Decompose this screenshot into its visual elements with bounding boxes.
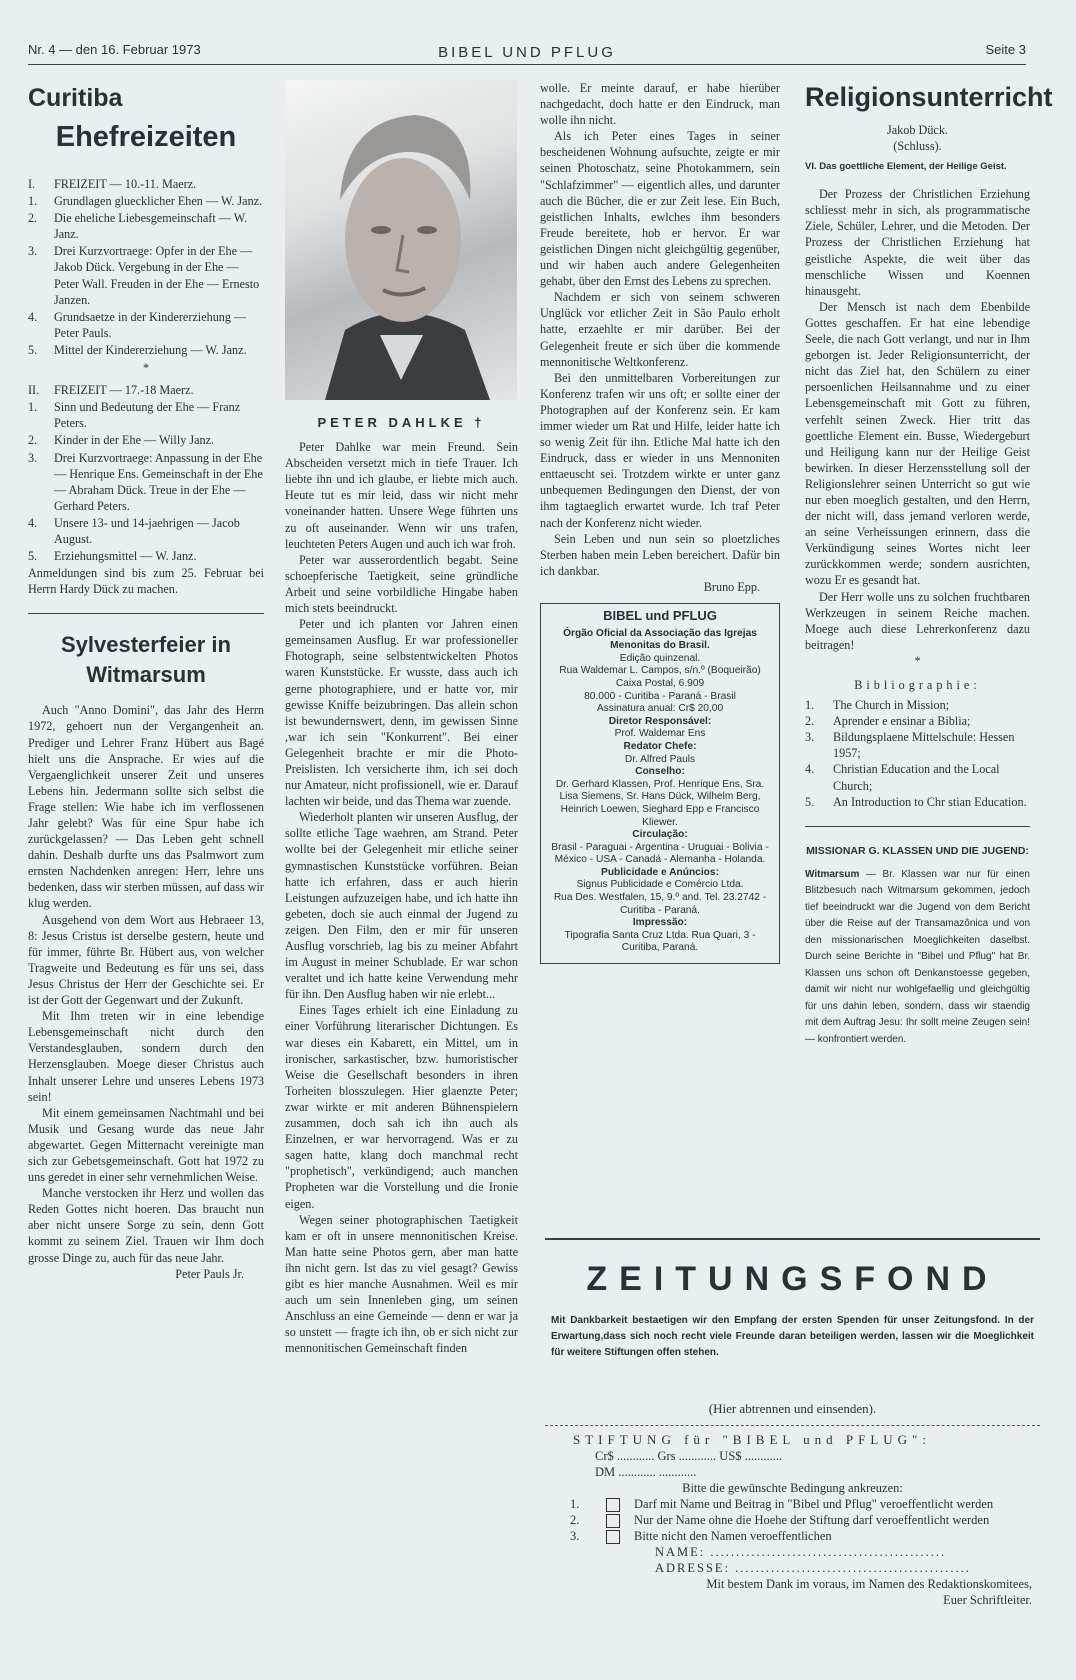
zeitungsfond-box (545, 1238, 1040, 1676)
program-item: 1. Sinn und Bedeutung der Ehe — Franz Peters. (28, 400, 241, 431)
amount-row[interactable]: Cr$ ............ Grs ............ US$ ............ (595, 1449, 783, 1463)
bibliography-heading: Bibliographie: (854, 678, 981, 692)
name-field[interactable]: NAME: .............................................. (655, 1545, 947, 1559)
imprint-org: Órgão Oficial da Associação das Igrejas Menonitas do Brasil. (563, 627, 757, 652)
program-item: 4. Unsere 13- und 14-jaehrigen — Jacob August. (28, 515, 240, 546)
anmeldung-note: Anmeldungen sind bis zum 25. Februar bei Herrn Hardy Dück zu machen. (28, 566, 264, 597)
paragraph: Als ich Peter eines Tages in seiner bescheidenen Wohnung aufsuchte, zeigte er mir seinen Photoschatz, seine Photokammern, sein "Schlafzimmer" — eigentlich alles, und darunter auch die Bücher, die er zur Zeit lese. Ein Buch, geistlichen Inhalts, ewlches ihm besonders Freude bereitete, hob er hervor. Er war geistlichen Dingen nicht gleichgültig gegenüber, und wir haben auch andere Gelegenheiten gehabt, über den Ernst des Lebens zu sprechen. (540, 129, 780, 289)
column-1 (28, 80, 264, 1282)
paragraph: Mit einem gemeinsamen Nachtmahl und bei Musik und Gesang wurde das neue Jahr abgewartet. Gegen Mitternacht vereinigte man sich zur Gebetsgemeinschaft. Gott hat 1972 zu uns geredet in einer sehr vernehmlichen Weise. (28, 1105, 264, 1185)
article-note: (Schluss). (893, 139, 942, 154)
program-item: 5. Erziehungsmittel — W. Janz. (28, 549, 197, 564)
sylvester-heading-line-2: Witmarsum (86, 662, 206, 688)
form-title: STIFTUNG für "BIBEL und PFLUG": (573, 1432, 931, 1447)
sylvester-heading (28, 630, 264, 690)
missionar-text (805, 867, 1030, 1049)
imprint-line: Assinatura anual: Cr$ 20,00 (596, 703, 724, 715)
closing-signature: Euer Schriftleiter. (943, 1593, 1032, 1607)
bibliography-item: 4. Christian Education and the Local Church; (805, 762, 1000, 793)
program-item: I. FREIZEIT — 10.-11. Maerz. (28, 177, 197, 191)
option-row: 3. Bitte nicht den Namen veroeffentlichen (570, 1529, 832, 1543)
checkbox[interactable] (606, 1530, 620, 1544)
imprint-title: BIBEL und PFLUG (603, 608, 717, 623)
article-author: Jakob Dück. (887, 123, 948, 137)
checkbox[interactable] (606, 1514, 620, 1528)
column-2 (285, 80, 518, 1356)
author-signature: Bruno Epp. (703, 579, 760, 594)
program-item: 3. Drei Kurzvortraege: Anpassung in der Ehe — Henrique Ens. Gemeinschaft in der Ehe — Abraham Dück. Treue in der Ehe — Gerhard Peters. (28, 450, 263, 513)
amount-row[interactable]: DM ............ ............ (595, 1465, 697, 1479)
donation-form (545, 1425, 1040, 1608)
paragraph: wolle. Er meinte darauf, er habe hierüber nachgedacht, doch hatte er den Eindruck, man wolle ihn nicht. (540, 81, 780, 128)
imprint-line: Tipografia Santa Cruz Ltda. Rua Quari, 3 - Curitiba, Paraná. (564, 929, 756, 954)
page-number: Seite 3 (985, 42, 1026, 57)
paragraph: Manche verstocken ihr Herz und wollen das Reden Gottes nicht hoeren. Das braucht nun aber nicht unsere Sorge zu sein, denn Gott kommt zu seinem Ziel. Trauen wir Ihm doch grosse Dinge zu, auch für das neue Jahr. (28, 1186, 264, 1265)
program-item: 3. Drei Kurzvortraege: Opfer in der Ehe — Jakob Dück. Vergebung in der Ehe — Peter Wall. Freuden in der Ehe — Ernesto Janzen. (28, 244, 260, 307)
column-3 (540, 80, 780, 964)
missionar-body: — Br. Klassen war nur für einen Blitzbesuch nach Witmarsum gekommen, jedoch tief beeindruckt war die Jugend von dem Bericht über die Reise auf der Transamazônica und von den missionarischen Moeglichkeiten daselbst. Durch seine Berichte in "Bibel und Pflug" hat Br. Klassen uns schon oft Denkanstoesse gegeben, damit wir nicht nur wohlgefaellig und gleichgültig für uns dahin leben, sondern, dass wir staendig mit dem Auftrag Jesu: Ihr sollt meine Zeugen sein! — konfrontiert werden. (805, 868, 1030, 1045)
option-row: 2. Nur der Name ohne die Hoehe der Stiftung darf veroeffentlicht werden (570, 1513, 990, 1527)
program-item: 1. Grundlagen gluecklicher Ehen — W. Janz. (28, 194, 263, 209)
program-item: 5. Mittel der Kindererziehung — W. Janz. (28, 342, 247, 357)
section-rule (805, 826, 1030, 827)
paragraph: Der Prozess der Christlichen Erziehung schliesst mehr in sich, als programmatische Ziele, Schüler, Lehrer, und die Metoden. Der Prozess der Christlichen Erziehung hat geistliche Aspekte, die weit über das menschliche Wissen und Koennen hinausgeht. (805, 187, 1030, 298)
imprint-line: Rua Waldemar L. Campos, s/n.º (Boqueirão) (559, 665, 761, 677)
paragraph: Der Mensch ist nach dem Ebenbilde Gottes geschaffen. Er hat eine lebendige Seele, die nach Gott verlangt, und nur in Ihm geborgen ist. Jeder Religionsunterricht, der nicht das Ziel hat, den Schülern zu einer persoenlichen Heilsannahme und zu einer Lebensgemeinschaft mit Gott zu führen, verfehlt seinen Zweck. Hier tritt das goettliche Element ein. Busse, Wiedergeburt und Heiligung kann nur der Heilige Geist bewirken. In dieser Herzensstellung soll der Religionslehrer seinen Unterricht so gut wie nur eben moeglich gestalten, und den Herrn, der nicht will, dass jemand verloren werde, an seine Verheissungen erinnern, dass die Verkündigung seines Wortes nicht leer zurückkommen werde; sondern ausrichten, wozu Er es gesandt hat. (805, 299, 1030, 588)
bibliography-item: 2. Aprender e ensinar a Biblia; (805, 714, 971, 729)
bibliography-list (805, 697, 1030, 810)
bibliography-item: 5. An Introduction to Chr stian Education. (805, 794, 1027, 809)
program-item: II. FREIZEIT — 17.-18 Maerz. (28, 383, 194, 398)
religionsunterricht-heading: Religionsunterricht (805, 82, 1053, 112)
closing-line: Mit bestem Dank im voraus, im Namen des Redaktionskomitees, (706, 1577, 1032, 1591)
imprint-line: Dr. Alfred Pauls (624, 753, 696, 765)
bibliography-item: 1. The Church in Mission; (805, 698, 950, 713)
paragraph: Wegen seiner photographischen Taetigkeit kam er oft in unsere mennonitischen Kreise. Man hatte seine Photos gern, aber man hatte ihn nicht gern. Ist das zu viel gesagt? Gewiss gibt es hier manche Ausnahmen. Weil es mir auch um sein Innenleben ging, um seinen Anschluss an eine Gemeinde — denn er war ja so unstett — fragte ich ihn, ob er sich nicht zur mennonitischen Gemeinschaft finden (285, 1212, 518, 1356)
issue-date: Nr. 4 — den 16. Februar 1973 (28, 42, 201, 57)
zeitungsfond-text: Mit Dankbarkeit bestaetigen wir den Empfang der ersten Spenden für unser Zeitungsfond. In der Erwartung,dass sich noch recht viele Freunde daran beteiligen werden, lassen wir die Moeglichkeit für weitere Stiftungen offen stehen. (551, 1315, 1034, 1358)
paragraph: Mit Ihm treten wir in eine lebendige Lebensgemeinschaft nicht durch den Verstandesglauben, sondern durch den Herzensglauben. Moege dieser Christus auch Inhalt unserer Lehre und unseres Lebens 1973 sein! (28, 1009, 264, 1104)
paragraph: Nachdem er sich von seinem schweren Unglück vor etlicher Zeit in São Paulo erholt hatte, erzaehlte er mir darüber. Bei der Gelegenheit freute er sich über die kommende mennonitische Weltkonferenz. (540, 290, 780, 369)
paragraph: Eines Tages erhielt ich eine Einladung zu einer Vorführung literarischer Dichtungen. Es war dieses ein Kabarett, ein Mittel, um in ironischer, sarkastischer, bzw. humoristischer Weise die Gesellschaft besonders in ihren Torheiten blosszulegen. Hier glaenzte Peter; zwar wirkte er mit anderen Bühnenspielern zusammen, doch sah ich ihn auch als Einzelnen, er war hervorragend. Was er zu sagen hatte, klang doch manchmal recht "prophetisch", verkündigend; auch manchen Propheten war die Vorstellung und die Ironie eigen. (285, 1003, 518, 1211)
ehefreizeiten-heading: Ehefreizeiten (55, 121, 237, 153)
form-instruction: Bitte die gewünschte Bedingung ankreuzen: (682, 1481, 903, 1495)
paragraph: Peter Dahlke war mein Freund. Sein Abscheiden versetzt mich in tiefe Trauer. Ich liebte ihn und ich glaube, er liebte mich auch. Heute tut es mir leid, dass wir nicht mehr voneinander hatten. Unsere Wege führten uns zu oft auseinander. Wenn wir uns trafen, leuchteten Peters Augen und auch ich war froh. (285, 440, 518, 551)
imprint-box (540, 603, 780, 964)
author-signature: Peter Pauls Jr. (175, 1266, 244, 1281)
sylvester-heading-line-1: Sylvesterfeier in (61, 632, 231, 658)
imprint-line: Brasil - Paraguai - Argentina - Uruguai - Bolivia - México - USA - Canadá - Alemanha - Holanda. (551, 841, 769, 866)
option-row: 1. Darf mit Name und Beitrag in "Bibel und Pflug" veroeffentlicht werden (570, 1497, 994, 1511)
imprint-heading: Circulação: (632, 829, 688, 841)
column-4 (805, 80, 1053, 1048)
imprint-heading: Impressão: (632, 917, 688, 929)
imprint-heading: Redator Chefe: (623, 740, 697, 752)
imprint-line: Prof. Waldemar Ens (614, 728, 706, 740)
checkbox[interactable] (606, 1498, 620, 1512)
program-2 (28, 382, 264, 564)
portrait-photo (285, 80, 517, 400)
paragraph: Der Herr wolle uns zu solchen fruchtbaren Werkzeugen in seinem Reiche machen. Moege auch diese Lehrerkonferenz dazu beitragen! (805, 589, 1030, 652)
bibliography-item: 3. Bildungsplaene Mittelschule: Hessen 1957; (805, 730, 1015, 761)
portrait-illustration (285, 80, 517, 400)
header-rule (28, 64, 1026, 65)
imprint-heading: Diretor Responsável: (608, 715, 712, 727)
paragraph: Peter und ich planten vor Jahren einen gemeinsamen Ausflug. Er war professioneller Fhotograph, seine selbstentwickelten Photos waren Kunststücke. Er wusste, dass auch ich gerne photographiere, und er hatte vor, mir gewisse Kniffe beizubringen. Das allein schon ist bewundernswert, denn, im gewissen Sinne ,war ich sein "Konkurrent". Bei einer Gelegenheit brachte er mir die Photo-Preislisten. Ich versicherte ihm, ich sei doch nur Amateur, nicht profissionell, wie er. Darauf lachten wir beide, und das Thema war zuende. (285, 617, 518, 809)
paragraph: Auch "Anno Domini", das Jahr des Herrn 1972, gehoert nun der Vergangenheit an. Prediger und Lehrer Franz Hübert aus Bagé hielt uns die Ansprache. Er wies auf die Vergaenglichkeit unserer Zeit und unseres Lebens hin. Jedermann sollte sich selbst die Frage stellen: Wie habe ich im verflossenen Jahr gelebt? Was für eine Spur habe ich zurückgelassen? — Das Leben geht schnell dahin. Deshalb durfte uns das Psalmwort zum ernsten Nachdenken anregen: Herr, lehre uns bedenken, dass wir sterben müssen, auf dass wir klug werden. (28, 703, 264, 911)
cut-instruction: (Hier abtrennen und einsenden). (708, 1401, 877, 1416)
separator-star: * (914, 653, 921, 668)
imprint-heading: Publicidade e Anúncios: (601, 866, 719, 878)
zeitungsfond-heading: ZEITUNGSFOND (586, 1260, 999, 1298)
photo-caption: PETER DAHLKE † (317, 415, 486, 430)
program-1 (28, 176, 264, 358)
imprint-line: Dr. Gerhard Klassen, Prof. Henrique Ens, Sra. Lisa Siemens, Sr. Hans Dück, Wilhelm Berg, Heinrich Loewen, Sieghard Epp e Francisco Kliewer. (555, 778, 765, 828)
imprint-line: Edição quinzenal. (619, 652, 701, 664)
program-item: 2. Kinder in der Ehe — Willy Janz. (28, 433, 215, 448)
paragraph: Peter war ausserordentlich begabt. Seine schoepferische Taetigkeit, seine gründliche Arbeit und seine vorbildliche Hingabe haben mich stets beeindruckt. (285, 552, 518, 616)
imprint-line: Caixa Postal, 6.909 (615, 677, 705, 689)
curitiba-heading: Curitiba (28, 84, 123, 112)
imprint-line: 80.000 - Curitiba - Paraná - Brasil (584, 690, 736, 702)
imprint-heading: Conselho: (635, 766, 685, 778)
separator-star: * (142, 361, 150, 376)
imprint-line: Signus Publicidade e Comércio Ltda. (576, 879, 744, 891)
paragraph: Bei den unmittelbaren Vorbereitungen zur Konferenz trafen wir uns oft; er sollte einer der Photographen auf der Konferenz sein. Er kam immer wieder um Rat und Hilfe, leider hatte ich so wenig Zeit für ihn. Etliche Mal hatte ich den Eindruck, dass er wieder in uns Mennoniten enttaeuscht sei. Trotzdem wirkte er unter ganz unbequemen Bedingungen den Dienst, der von ihm tagtaeglich erwartet wurde. Ich traf Peter nach der Konferenz nicht wieder. (540, 370, 780, 530)
masthead: BIBEL UND PFLUG (438, 44, 616, 61)
page-header (28, 42, 1026, 64)
paragraph: Wiederholt planten wir unseren Ausflug, der sollte etliche Tage waehren, am Strand. Peter wollte bei der Gelegenheit mir etliche seiner gymnastischen Kunststücke vorführen. Beian hatte ich erfahren, dass er auch hierin Leistungen aufzuzeigen habe, und ich hatte ihn gebeten, doch sie auch einmal der Jugend zu zeigen. Den Film, den er mir für unseren Ausflug vorschrieb, lag bis zu meiner Abfahrt im August in meiner Schublade. Er war schon veraltet und ich hatte keine Verwendung mehr für ihn. Den Ausflug haben wir nie erlebt... (285, 810, 518, 1002)
address-field[interactable]: ADRESSE: .............................................. (655, 1561, 971, 1575)
imprint-line: Rua Des. Westfalen, 15, 9.º and. Tel. 23.2742 - Curitiba - Paraná. (553, 892, 767, 916)
paragraph: Sein Leben und nun sein so ploetzliches Sterben haben mein Leben bereichert. Dafür bin ich dankbar. (540, 531, 780, 578)
program-item: 2. Die eheliche Liebesgemeinschaft — W. Janz. (28, 211, 248, 242)
missionar-lead: Witmarsum (805, 868, 860, 880)
program-item: 4. Grundsaetze in der Kindererziehung — Peter Pauls. (28, 309, 247, 340)
section-rule (28, 613, 264, 614)
missionar-heading: MISSIONAR G. KLASSEN UND DIE JUGEND: (806, 844, 1029, 857)
paragraph: Ausgehend von dem Wort aus Hebraeer 13, 8: Jesus Cristus ist derselbe gestern, heute und für immer, führte Br. Hübert aus, von welcher Tragweite und Bedeutung es für uns sei, dass Jesus Christus der Herr der Geschichte sei. Er ist der Gott der Gegenwart und der Zukunft. (28, 912, 264, 1008)
section-subheading: VI. Das goettliche Element, der Heilige Geist. (805, 161, 1007, 173)
